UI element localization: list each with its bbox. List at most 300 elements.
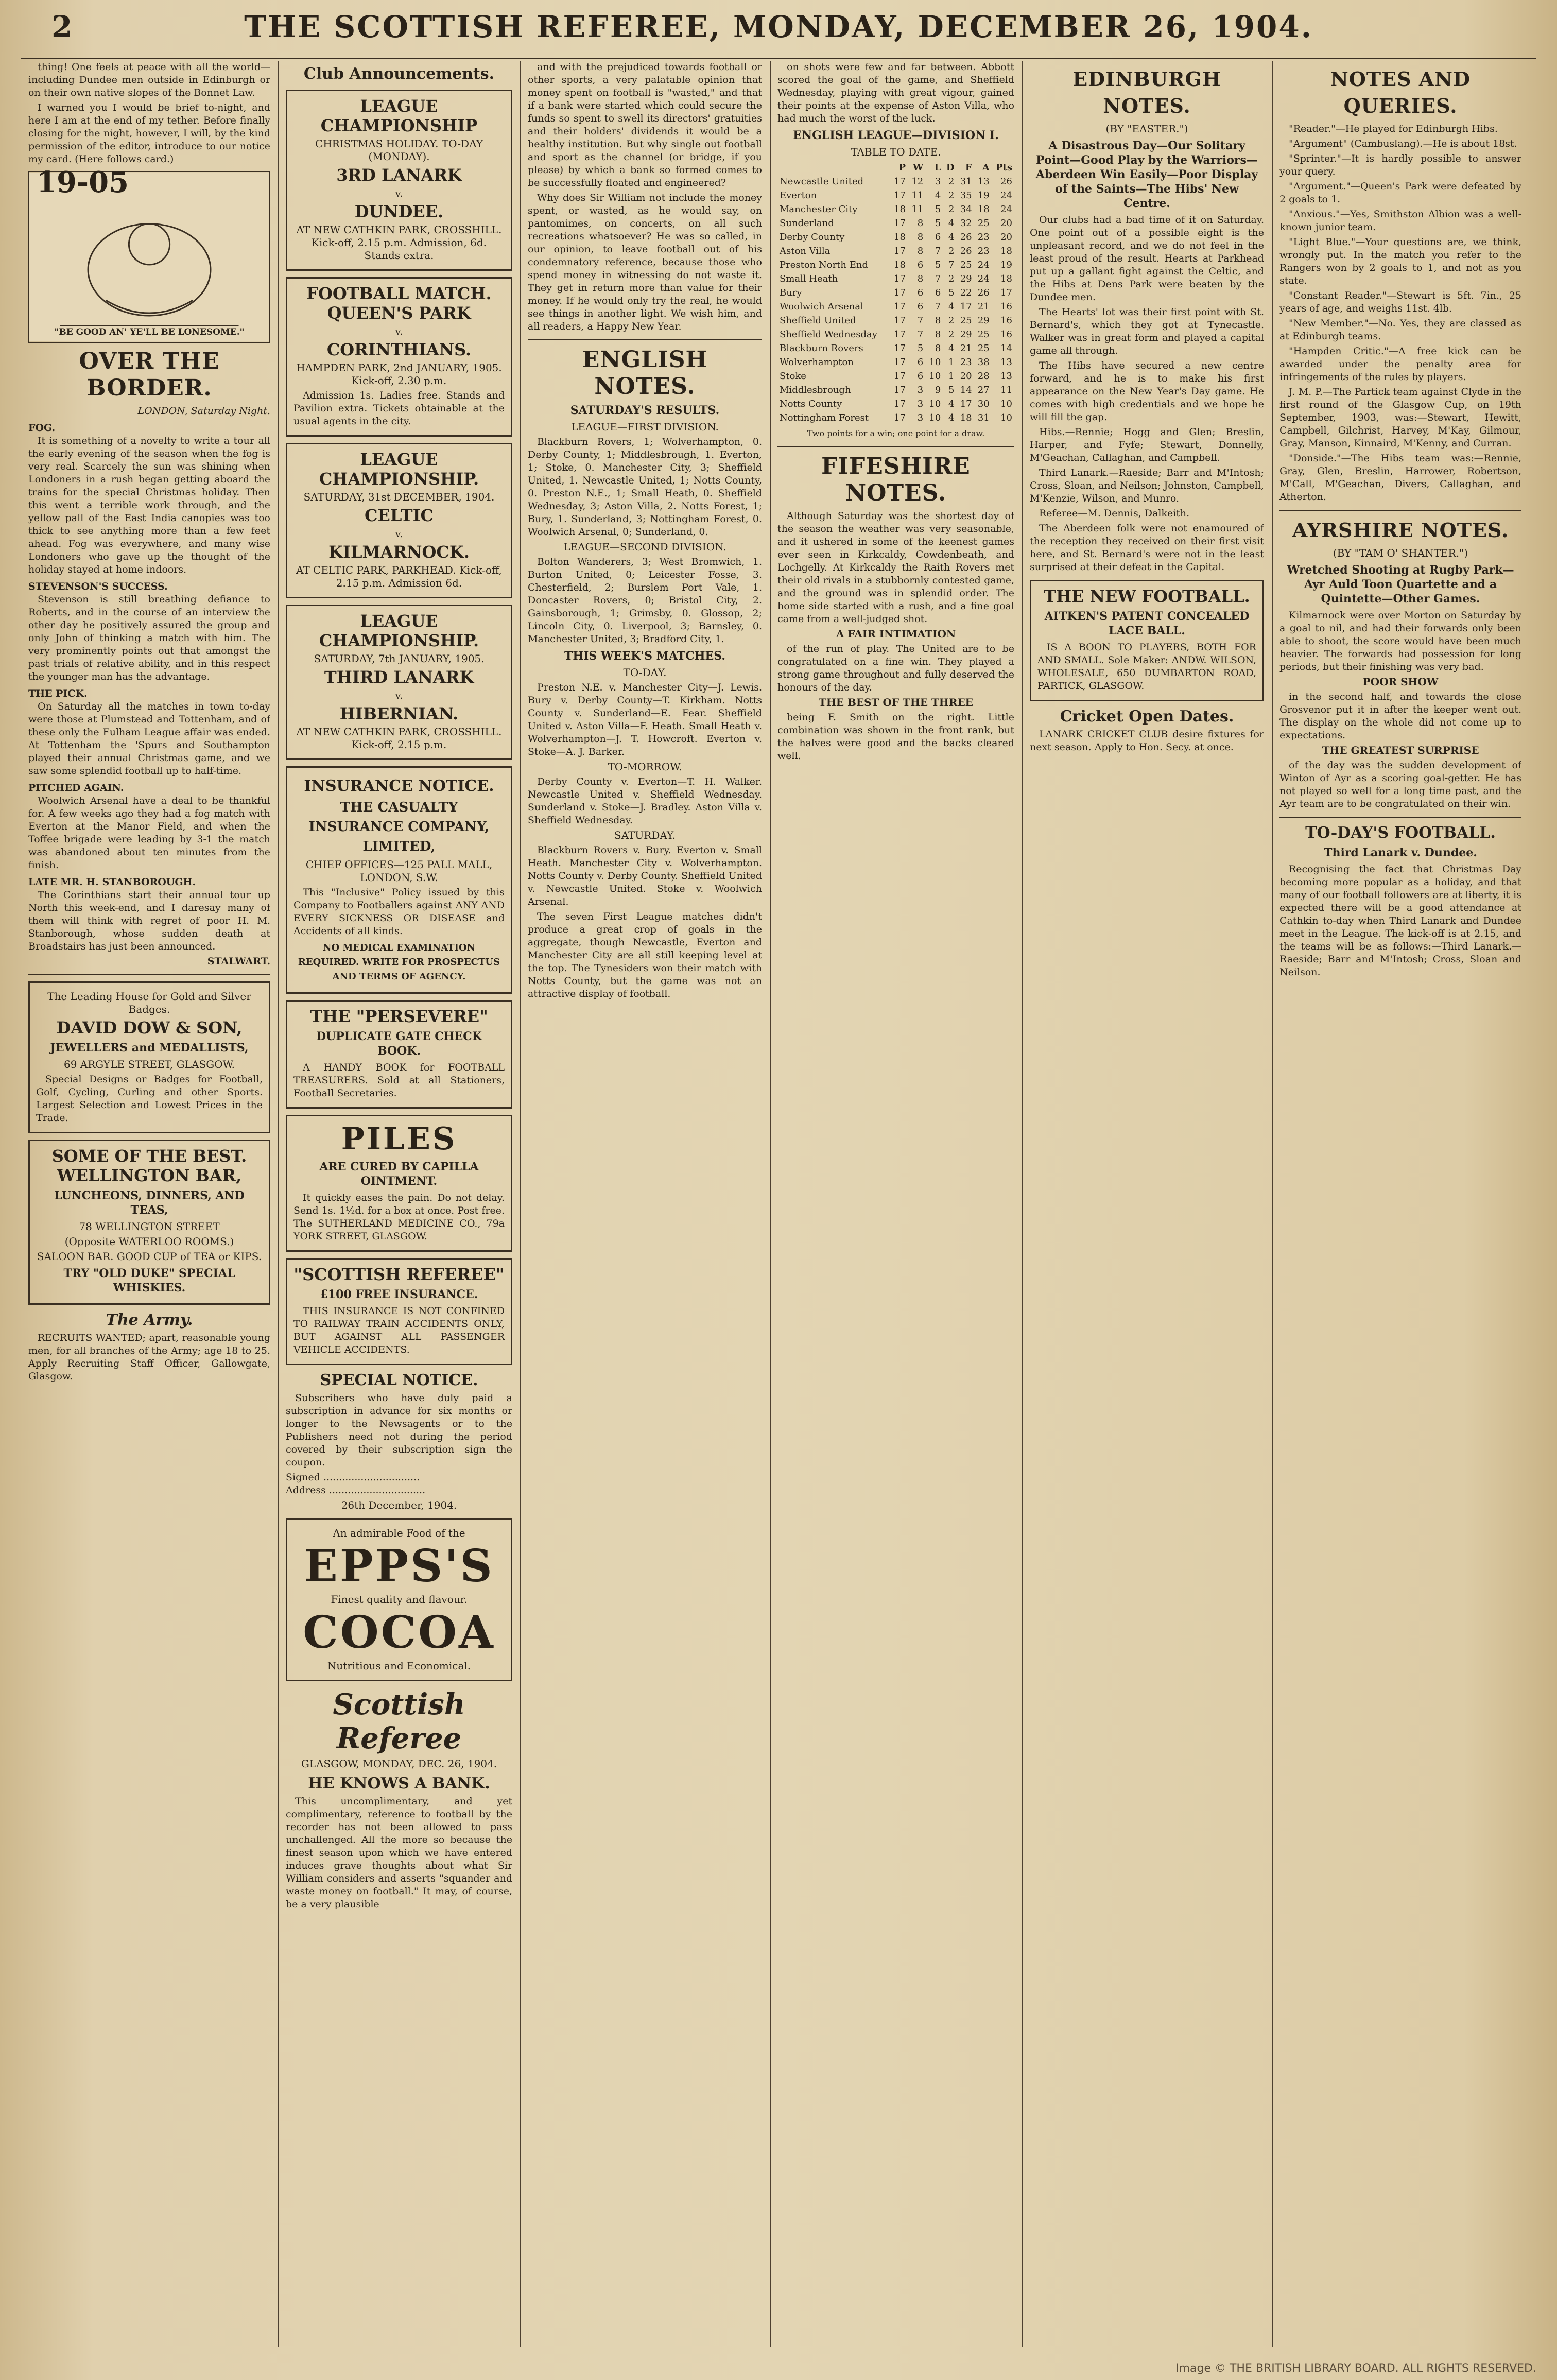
league-table-subtitle: TABLE TO DATE. — [851, 146, 941, 158]
table-cell: 13 — [1000, 357, 1012, 368]
advert-text: JEWELLERS and MEDALLISTS, — [50, 1041, 249, 1055]
team-name: DUNDEE. — [354, 202, 444, 221]
table-cell: 38 — [977, 357, 990, 368]
table-cell: 9 — [935, 385, 941, 395]
section-caption: FOG. — [28, 422, 56, 434]
fixtures-list: Blackburn Rovers v. Bury. Everton v. Small Heath. Manchester City v. Wolverhampton. Notts County v. Derby County. Sheffield United v. Newcastle United. Stoke v. Woolwich Arsenal. — [528, 844, 762, 907]
table-cell: 17 — [894, 385, 906, 395]
article-paragraph: The Hearts' lot was their first point with St. Bernard's, which they got at Tynecastle. Walker was in great form and played a capital game all through. — [1030, 306, 1264, 356]
byline: (BY "EASTER.") — [1105, 123, 1188, 135]
table-cell: 17 — [894, 190, 906, 201]
table-cell: 17 — [894, 301, 906, 312]
table-row — [777, 244, 1014, 258]
table-cell: 4 — [948, 412, 955, 423]
table-cell: 2 — [948, 315, 955, 326]
table-row — [777, 397, 1014, 411]
table-cell: 7 — [935, 301, 941, 312]
table-row — [777, 341, 1014, 355]
table-cell: 10 — [929, 412, 941, 423]
section-caption: LEAGUE—FIRST DIVISION. — [571, 421, 719, 433]
column-rule — [1022, 61, 1023, 2347]
article-paragraph: on shots were few and far between. Abbott scored the goal of the game, and Sheffield Wednesday, playing with great vigour, gained their points at the expense of Aston Villa, who had much the worst of the luck. — [777, 61, 1014, 124]
table-cell: 2 — [948, 329, 955, 340]
team-name: QUEEN'S PARK — [327, 303, 471, 323]
table-cell: 13 — [1000, 371, 1012, 382]
table-cell: 4 — [948, 399, 955, 409]
page-number: 2 — [51, 9, 73, 44]
advert-text: RECRUITS WANTED; apart, reasonable young men, for all branches of the Army; age 18 to 25. Apply Recruiting Staff Officer, Gallowgate, Glasgow. — [28, 1332, 270, 1382]
versus-label: v. — [395, 325, 403, 337]
results-list: Blackburn Rovers, 1; Wolverhampton, 0. Derby County, 1; Middlesbrough, 1. Everton, 1; Stoke, 0. Manchester City, 3; Sheffield United, 1. Newcastle United, 1; Notts County, 0. Preston N.E., 1; Small Heath, 0. Sheffield Wednesday, 3; Aston Villa, 2. Notts Forest, 1; Bury, 1. Sunderland, 3; Nottingham Forest, 0. Woolwich Arsenal, 0; Sunderland, 0. — [528, 436, 762, 538]
notice-text: Subscribers who have duly paid a subscription in advance for six months or longer to the Newsagents or to the Publishers need not during the period covered by their subscription sign the coupon. — [286, 1392, 512, 1468]
section-caption: PITCHED AGAIN. — [28, 782, 124, 794]
table-cell: 31 — [960, 176, 972, 187]
team-name: CELTIC — [365, 506, 434, 525]
table-cell: 17 — [894, 343, 906, 354]
table-header-cell — [777, 161, 890, 175]
section-caption: LEAGUE—SECOND DIVISION. — [563, 541, 726, 553]
team-lineup: Third Lanark.—Raeside; Barr and M'Intosh; Cross, Sloan, and Neilson; Johnston, Campbell, M'Kenzie, Wilson, and Munro. — [1030, 467, 1264, 504]
table-cell: 16 — [1000, 301, 1012, 312]
advert-title: THE NEW FOOTBALL. — [1044, 587, 1250, 606]
table-cell: Preston North End — [780, 260, 868, 270]
announcement-text: AT CELTIC PARK, PARKHEAD. Kick-off, 2.15 p.m. Admission 6d. — [296, 564, 502, 589]
announcement-title: LEAGUE CHAMPIONSHIP. — [319, 611, 479, 650]
coupon-signed-line: Signed ............................... — [286, 1472, 420, 1483]
announcement-text: Admission 1s. Ladies free. Stands and Pavilion extra. Tickets obtainable at the usual agents in the city. — [293, 390, 505, 427]
table-row — [777, 411, 1014, 425]
announcement-text: CHRISTMAS HOLIDAY. TO-DAY (MONDAY). — [315, 137, 483, 163]
article-paragraph: Recognising the fact that Christmas Day becoming more popular as a holiday, and that many of our football followers are at liberty, it is expected there will be a good attendance at Cathkin to-day when Third Lanark and Dundee meet in the League. The kick-off is at 2.15, and the teams will be as follows:—Third Lanark.—Raeside; Barr and M'Intosh; Cross, Sloan and Neilson. — [1279, 864, 1521, 978]
byline: (BY "TAM O' SHANTER.") — [1333, 547, 1468, 559]
table-cell: 4 — [948, 343, 955, 354]
advert-text: It quickly eases the pain. Do not delay. Send 1s. 1½d. for a box at once. Post free. The SUTHERLAND MEDICINE CO., 79a YORK STREET, GLASGOW. — [293, 1192, 505, 1242]
divider — [28, 974, 270, 975]
fixtures-list: Preston N.E. v. Manchester City—J. Lewis. Bury v. Derby County—T. Kirkham. Notts County v. Sunderland—E. Fear. Sheffield United v. Aston Villa—F. Heath. Small Heath v. Wolverhampton—J. T. Howcroft. Everton v. Stoke—A. J. Barker. — [528, 682, 762, 757]
table-cell: 4 — [935, 190, 941, 201]
table-cell: 20 — [1000, 218, 1012, 229]
table-cell: Sheffield Wednesday — [780, 329, 877, 340]
editorial-dateline: GLASGOW, MONDAY, DEC. 26, 1904. — [301, 1757, 497, 1770]
divider — [1279, 510, 1521, 511]
table-row — [777, 300, 1014, 314]
table-row — [777, 272, 1014, 286]
advert-text: Special Designs or Badges for Football, Golf, Cycling, Curling and other Sports. Largest Selection and Lowest Prices in the Trade. — [36, 1074, 263, 1124]
editorial-paragraph: This uncomplimentary, and yet complimentary, reference to football by the recorder has not been allowed to pass unchallenged. All the more so because the finest season upon which we have entered induces grave thoughts about what Sir William considers and asserts "squander and waste money on football." It may, of course, be a very plausible — [286, 1796, 512, 1910]
table-row — [777, 188, 1014, 202]
table-cell: 11 — [1000, 385, 1012, 395]
table-cell: 17 — [894, 357, 906, 368]
table-row — [777, 383, 1014, 397]
table-header-cell: F — [965, 162, 972, 173]
query-answer: "Sprinter."—It is hardly possible to answer your query. — [1279, 153, 1521, 177]
section-caption: TO-MORROW. — [608, 761, 682, 773]
table-cell: 7 — [917, 329, 924, 340]
table-cell: 8 — [917, 246, 924, 256]
table-header-cell: W — [912, 162, 924, 173]
section-caption: STEVENSON'S SUCCESS. — [28, 581, 168, 592]
table-cell: Bury — [780, 287, 802, 298]
table-cell: 6 — [917, 301, 924, 312]
table-cell: 22 — [960, 287, 972, 298]
table-cell: Everton — [780, 190, 817, 201]
article-paragraph: The Corinthians start their annual tour up North this week-end, and I daresay many of them will think with regret of poor H. M. Stanborough, whose sudden death at Broadstairs has just been announced. — [28, 889, 270, 952]
cartoon-caption: "BE GOOD AN' YE'LL BE LONESOME." — [54, 327, 245, 337]
article-heading: TO-DAY'S FOOTBALL. — [1305, 824, 1496, 842]
table-cell: Blackburn Rovers — [780, 343, 863, 354]
table-cell: Sheffield United — [780, 315, 856, 326]
advert-text: A HANDY BOOK for FOOTBALL TREASURERS. Sold at all Stationers, Football Secretaries. — [293, 1062, 505, 1099]
column-rule — [770, 61, 771, 2347]
column-rule — [1272, 61, 1273, 2347]
advert-text: Finest quality and flavour. — [331, 1593, 468, 1606]
table-cell: 20 — [960, 371, 972, 382]
query-answer: "Anxious."—Yes, Smithston Albion was a well-known junior team. — [1279, 209, 1521, 233]
coupon-date: 26th December, 1904. — [341, 1499, 457, 1511]
table-cell: 4 — [948, 232, 955, 243]
team-name: KILMARNOCK. — [328, 542, 470, 562]
table-cell: 2 — [948, 273, 955, 284]
table-cell: 31 — [977, 412, 990, 423]
versus-label: v. — [395, 527, 403, 540]
article-paragraph: in the second half, and towards the close Grosvenor put it in after the keeper went out. The display on the whole did not come up to expectations. — [1279, 691, 1521, 741]
table-cell: 10 — [1000, 399, 1012, 409]
table-cell: 20 — [1000, 232, 1012, 243]
announcement — [286, 90, 512, 271]
query-answer: "Argument."—Queen's Park were defeated by 2 goals to 1. — [1279, 181, 1521, 205]
advert-epps-cocoa — [286, 1518, 512, 1681]
advert-free-insurance — [286, 1258, 512, 1365]
table-cell: 24 — [977, 260, 990, 270]
table-cell: 4 — [948, 301, 955, 312]
editorial-paragraph: Why does Sir William not include the money spent, or wasted, as he would say, on pantomimes, on concerts, on all such recreations whatsoever? He was so called, in our opinion, to leave football out of his condemnatory reference, because those who spend money in witnessing do not waste it. They get in return more than value for their money. If he would only try the real, he would see things in another light. We wish him, and all readers, a Happy New Year. — [528, 192, 762, 332]
announcement — [286, 443, 512, 598]
scottish-referee-logo: Scottish Referee — [333, 1687, 465, 1755]
table-cell: 3 — [935, 176, 941, 187]
advert-title: EPPS'S — [304, 1540, 494, 1592]
column-6 — [1279, 61, 1521, 2352]
table-header-cell: D — [946, 162, 955, 173]
team-name: CORINTHIANS. — [326, 340, 472, 359]
table-cell: 17 — [894, 371, 906, 382]
table-cell: 5 — [935, 204, 941, 215]
table-cell: 8 — [917, 273, 924, 284]
team-name: HIBERNIAN. — [339, 704, 459, 723]
article-paragraph: Our clubs had a bad time of it on Saturday. One point out of a possible eight is the unpleasant record, and we do not feel in the least proud of the result. Hearts at Parkhead put up a gallant fight against the Celtic, and the Hibs at Dens Park were beaten by the Dundee men. — [1030, 214, 1264, 303]
advert-wellington — [28, 1140, 270, 1305]
advert-title: PILES — [341, 1121, 457, 1157]
advert-text: ARE CURED BY CAPILLA OINTMENT. — [319, 1160, 479, 1188]
table-cell: Stoke — [780, 371, 806, 382]
section-caption: SATURDAY'S RESULTS. — [570, 404, 720, 417]
new-year-cartoon — [28, 165, 270, 343]
query-answer: "Hampden Critic."—A free kick can be awarded under the penalty area for infringements of the rules by players. — [1279, 346, 1521, 383]
announcement — [286, 277, 512, 437]
table-cell: 18 — [960, 412, 972, 423]
table-cell: 30 — [977, 399, 990, 409]
editorial-paragraph: and with the prejudiced towards football or other sports, a very palatable opinion that money spent on football is "wasted," and that if a bank were started which could secure the funds so spent to swell its directors' gratuities and their holders' dividends it would be a healthy institution. But why single out football and sport as the channel (or bridge, if you please) by which a bank so formed comes to be successfully floated and engineered? — [528, 61, 762, 188]
article-paragraph: It is something of a novelty to write a tour all the early evening of the season when the fog is very real. Scarcely the sun was shining when Londoners in a rush began getting aboard the trains for the special Christmas holiday. Then this went a terrible work through, and the yellow pall of the East India canopies was too thick to see anything more than a few feet ahead. Fog was everywhere, and many wise Londoners who gave up the thought of the holiday stayed at home indoors. — [28, 435, 270, 575]
article-heading: FIFESHIRE NOTES. — [821, 453, 971, 506]
advert-text: 78 WELLINGTON STREET — [79, 1220, 220, 1233]
intro-paragraph: thing! One feels at peace with all the world—including Dundee men outside in Edinburgh or on their own native slopes of the Bonnet Law. — [28, 61, 270, 98]
advert-title: DAVID DOW & SON, — [56, 1018, 243, 1038]
table-cell: 28 — [977, 371, 990, 382]
table-cell: 26 — [960, 232, 972, 243]
table-cell: 19 — [977, 190, 990, 201]
advert-piles — [286, 1115, 512, 1252]
advert-title: SOME OF THE BEST. — [51, 1146, 247, 1166]
table-cell: 16 — [1000, 315, 1012, 326]
announcement-title: LEAGUE CHAMPIONSHIP — [320, 96, 478, 135]
table-cell: Aston Villa — [780, 246, 831, 256]
table-cell: 21 — [977, 301, 990, 312]
table-cell: 11 — [911, 190, 924, 201]
table-row — [777, 286, 1014, 300]
advert-text: CHIEF OFFICES—125 PALL MALL, LONDON, S.W. — [305, 858, 493, 884]
query-answer: "Argument" (Cambuslang).—He is about 18st. — [1289, 138, 1517, 149]
table-row — [777, 327, 1014, 341]
table-cell: 10 — [929, 399, 941, 409]
column-1 — [28, 61, 270, 2352]
table-cell: 8 — [935, 343, 941, 354]
fixtures-list: Derby County v. Everton—T. H. Walker. Newcastle United v. Sheffield Wednesday. Sunderland v. Stoke—J. Bradley. Aston Villa v. Sheffield Wednesday. — [528, 776, 762, 826]
table-cell: 8 — [935, 329, 941, 340]
section-caption: The Army. — [106, 1311, 193, 1329]
intro-paragraph: I warned you I would be brief to-night, and here I am at the end of my tether. Before finally closing for the night, however, I will, by the kind permission of the editor, introduce to our notice my card. (Here follows card.) — [28, 102, 270, 165]
table-cell: 7 — [935, 273, 941, 284]
table-cell: 8 — [935, 315, 941, 326]
versus-label: v. — [395, 689, 403, 701]
table-row — [777, 355, 1014, 369]
section-caption: A FAIR INTIMATION — [836, 628, 956, 640]
table-cell: 1 — [948, 357, 955, 368]
divider — [528, 339, 762, 340]
section-caption: THIS WEEK'S MATCHES. — [564, 649, 726, 663]
table-cell: 3 — [917, 385, 924, 395]
advert-text: SALOON BAR. GOOD CUP of TEA or KIPS. — [37, 1250, 262, 1263]
table-cell: 17 — [894, 287, 906, 298]
table-row — [777, 175, 1014, 188]
results-list: Bolton Wanderers, 3; West Bromwich, 1. Burton United, 0; Leicester Fosse, 3. Chesterfield, 2; Burslem Port Vale, 1. Doncaster Rovers, 0; Bristol City, 2. Gainsborough, 1; Grimsby, 0. Glossop, 2; Lincoln City, 0. Liverpool, 3; Barnsley, 0. Manchester United, 3; Bradford City, 1. — [528, 556, 762, 645]
advert-text: THIS INSURANCE IS NOT CONFINED TO RAILWAY TRAIN ACCIDENTS ONLY, BUT AGAINST ALL PASSENGER VEHICLE ACCIDENTS. — [293, 1305, 505, 1355]
table-cell: 27 — [977, 385, 990, 395]
table-cell: Nottingham Forest — [780, 412, 869, 423]
advert-text: This "Inclusive" Policy issued by this Company to Footballers against ANY AND EVERY SICKNESS OR DISEASE and Accidents of all kinds. — [293, 887, 505, 937]
table-cell: Sunderland — [780, 218, 834, 229]
table-cell: 10 — [929, 357, 941, 368]
versus-label: v. — [395, 187, 403, 199]
section-caption: POOR SHOW — [1362, 676, 1439, 688]
table-cell: 29 — [977, 315, 990, 326]
table-cell: 6 — [917, 287, 924, 298]
table-cell: 17 — [894, 315, 906, 326]
article-paragraph: Woolwich Arsenal have a deal to be thankful for. A few weeks ago they had a fog match with Everton at the Manor Field, and when the Toffee brigade were leading by 3-1 the match was abandoned about ten minutes from the finish. — [28, 795, 270, 871]
section-heading: SPECIAL NOTICE. — [320, 1371, 478, 1389]
table-cell: 6 — [917, 357, 924, 368]
article-subheading: A Disastrous Day—Our Solitary Point—Good Play by the Warriors—Aberdeen Win Easily—Poor Display of the Saints—The Hibs' New Centre. — [1035, 139, 1258, 210]
table-cell: 26 — [977, 287, 990, 298]
section-caption: THE GREATEST SURPRISE — [1322, 744, 1479, 756]
query-answer: "Light Blue."—Your questions are, we think, wrongly put. In the match you refer to the Rangers won by 2 goals to 1, and not as you state. — [1279, 236, 1521, 286]
table-row — [777, 230, 1014, 244]
table-cell: Derby County — [780, 232, 845, 243]
league-table-body — [777, 175, 1014, 425]
table-cell: 34 — [960, 204, 972, 215]
table-cell: 3 — [917, 412, 924, 423]
table-cell: 25 — [977, 329, 990, 340]
query-answer: "Constant Reader."—Stewart is 5ft. 7in., 25 years of age, and weighs 11st. 4lb. — [1279, 290, 1521, 314]
copyright-notice: Image © THE BRITISH LIBRARY BOARD. ALL RIGHTS RESERVED. — [1175, 2362, 1536, 2375]
article-paragraph: The Aberdeen folk were not enamoured of the reception they received on their first visit here, and St. Bernard's were not in the least surprised at their defeat in the Capital. — [1030, 523, 1264, 573]
advert-text: DUPLICATE GATE CHECK BOOK. — [316, 1030, 482, 1058]
table-cell: 8 — [917, 232, 924, 243]
advert-text: Nutritious and Economical. — [327, 1660, 471, 1672]
table-cell: 18 — [1000, 246, 1012, 256]
article-heading: ENGLISH NOTES. — [582, 347, 708, 400]
article-paragraph: being F. Smith on the right. Little combination was shown in the front rank, but the halves were good and the backs cleared well. — [777, 712, 1014, 762]
announcement-text: SATURDAY, 7th JANUARY, 1905. — [314, 652, 485, 665]
table-header-cell: P — [898, 162, 906, 173]
advert-new-football — [1030, 580, 1264, 701]
table-cell: Newcastle United — [780, 176, 864, 187]
table-cell: Notts County — [780, 399, 842, 409]
table-cell: 10 — [929, 371, 941, 382]
table-cell: 1 — [948, 371, 955, 382]
table-cell: 17 — [894, 273, 906, 284]
table-cell: 17 — [894, 412, 906, 423]
table-cell: 6 — [935, 232, 941, 243]
table-cell: 18 — [894, 232, 906, 243]
table-cell: 11 — [911, 204, 924, 215]
table-cell: 17 — [894, 329, 906, 340]
advert-text: AITKEN'S PATENT CONCEALED LACE BALL. — [1044, 610, 1250, 637]
article-paragraph: of the run of play. The United are to be congratulated on a fine win. They played a strong game throughout and fully deserved the honours of the day. — [777, 643, 1014, 693]
cartoon-year: 19-05 — [37, 165, 129, 199]
advert-text: LUNCHEONS, DINNERS, AND TEAS, — [54, 1189, 245, 1217]
advert-text: An admirable Food of the — [333, 1527, 465, 1539]
table-cell: 5 — [935, 260, 941, 270]
table-row — [777, 202, 1014, 216]
table-header-cell: Pts — [996, 162, 1012, 173]
query-answer: "New Member."—No. Yes, they are classed as at Edinburgh teams. — [1279, 318, 1521, 342]
advert-title: WELLINGTON BAR, — [57, 1166, 242, 1185]
announcement-text: AT NEW CATHKIN PARK, CROSSHILL. Kick-off, 2.15 p.m. — [296, 726, 502, 751]
masthead — [21, 0, 1536, 59]
table-cell: 17 — [894, 176, 906, 187]
league-table — [777, 161, 1014, 425]
article-subheading: Third Lanark v. Dundee. — [1324, 846, 1477, 859]
table-cell: 35 — [960, 190, 972, 201]
section-heading: Cricket Open Dates. — [1060, 708, 1234, 726]
table-cell: 25 — [977, 343, 990, 354]
advert-text: £100 FREE INSURANCE. — [320, 1288, 478, 1301]
advert-text: The Leading House for Gold and Silver Badges. — [47, 990, 251, 1015]
advert-insurance — [286, 766, 512, 994]
coupon-address-line: Address ............................... — [286, 1485, 426, 1496]
table-cell: 5 — [935, 218, 941, 229]
article-paragraph: The Hibs have secured a new centre forward, and he is to make his first appearance on the New Year's Day game. He comes with high credentials and we hope he will fill the gap. — [1030, 360, 1264, 423]
advert-dow — [28, 981, 270, 1133]
table-cell: 21 — [960, 343, 972, 354]
table-cell: Middlesbrough — [780, 385, 851, 395]
section-caption: SATURDAY. — [614, 829, 676, 841]
article-paragraph: On Saturday all the matches in town to-day were those at Plumstead and Tottenham, and of these only the Fulham League affair was ended. At Tottenham the 'Spurs and Southampton played their annual Christmas game, and we saw some splendid football up to half-time. — [28, 701, 270, 777]
editorial-heading: HE KNOWS A BANK. — [308, 1774, 490, 1792]
table-cell: 5 — [917, 343, 924, 354]
advert-title: THE "PERSEVERE" — [310, 1007, 488, 1026]
section-heading: Club Announcements. — [303, 65, 495, 83]
table-cell: 14 — [960, 385, 972, 395]
notice-text: LANARK CRICKET CLUB desire fixtures for next season. Apply to Hon. Secy. at once. — [1030, 729, 1264, 753]
dateline: LONDON, Saturday Night. — [137, 405, 270, 417]
table-cell: 17 — [1000, 287, 1012, 298]
announcement — [286, 605, 512, 760]
advert-persevere — [286, 1000, 512, 1109]
article-paragraph: Kilmarnock were over Morton on Saturday by a goal to nil, and had their forwards only been able to shoot, the score would have been much heavier. The forwards had possession for long periods, but their finishing was very bad. — [1279, 610, 1521, 672]
table-cell: 17 — [894, 246, 906, 256]
table-cell: 16 — [1000, 329, 1012, 340]
table-cell: 29 — [960, 273, 972, 284]
query-answer: "Donside."—The Hibs team was:—Rennie, Gray, Glen, Breslin, Harrower, Robertson, M'Call, M'Geachan, Divers, Callaghan, and Atherton. — [1279, 453, 1521, 503]
article-heading: NOTES AND QUERIES. — [1330, 67, 1470, 117]
advert-text: (Opposite WATERLOO ROOMS.) — [64, 1235, 234, 1248]
table-cell: 23 — [977, 232, 990, 243]
table-cell: 17 — [894, 399, 906, 409]
table-cell: 25 — [960, 315, 972, 326]
table-cell: 26 — [960, 246, 972, 256]
table-cell: 6 — [917, 260, 924, 270]
table-cell: 24 — [1000, 204, 1012, 215]
advert-title: INSURANCE NOTICE. — [304, 777, 494, 795]
announcement-text: SATURDAY, 31st DECEMBER, 1904. — [303, 491, 495, 503]
advert-title: THE CASUALTY INSURANCE COMPANY, LIMITED, — [308, 800, 490, 854]
team-lineup: Hibs.—Rennie; Hogg and Glen; Breslin, Harper, and Fyfe; Stewart, Donnelly, M'Geachan, Callaghan, and Campbell. — [1030, 426, 1264, 463]
column-rule — [278, 61, 279, 2347]
article-subheading: Wretched Shooting at Rugby Park—Ayr Auld Toon Quartette and a Quintette—Other Games. — [1287, 563, 1514, 606]
table-cell: 18 — [1000, 273, 1012, 284]
table-cell: 25 — [960, 260, 972, 270]
table-cell: 7 — [917, 315, 924, 326]
advert-title: COCOA — [303, 1607, 495, 1659]
table-cell: 2 — [948, 204, 955, 215]
section-caption: LATE MR. H. STANBOROUGH. — [28, 876, 196, 888]
announcement-title: LEAGUE CHAMPIONSHIP. — [319, 450, 479, 489]
table-cell: 32 — [960, 218, 972, 229]
column-rule — [520, 61, 521, 2347]
table-cell: 25 — [977, 218, 990, 229]
table-cell: 17 — [960, 301, 972, 312]
team-name: 3RD LANARK — [336, 165, 462, 185]
table-cell: 24 — [977, 273, 990, 284]
table-cell: 2 — [948, 246, 955, 256]
table-cell: Small Heath — [780, 273, 838, 284]
table-cell: 18 — [977, 204, 990, 215]
table-cell: 6 — [917, 371, 924, 382]
query-answer: J. M. P.—The Partick team against Clyde in the first round of the Glasgow Cup, on 19th September, 1903, was:—Stewart, Hewitt, Campbell, Gilchrist, Harvey, M'Kay, Gilmour, Gray, Manson, Kinnaird, M'Kenny, and Curran. — [1279, 386, 1521, 449]
section-caption: THE PICK. — [28, 688, 88, 699]
table-cell: 14 — [1000, 343, 1012, 354]
section-caption: THE BEST OF THE THREE — [819, 696, 973, 709]
article-paragraph: Although Saturday was the shortest day of the season the weather was very seasonable, and it ushered in some of the keenest games ever seen in Kirkcaldy, Cowdenbeath, and Lochgelly. At Kirkcaldy the Raith Rovers met their old rivals in a stubbornly contested game, and the ground was in splendid order. The home side started with a rush, and a fine goal came from a well-judged shot. — [777, 510, 1014, 625]
table-cell: 3 — [917, 399, 924, 409]
signature: STALWART. — [207, 956, 270, 967]
table-cell: 4 — [948, 218, 955, 229]
table-cell: 18 — [894, 260, 906, 270]
announcement-title: FOOTBALL MATCH. — [306, 284, 492, 303]
table-cell: 19 — [1000, 260, 1012, 270]
divider — [777, 446, 1014, 447]
